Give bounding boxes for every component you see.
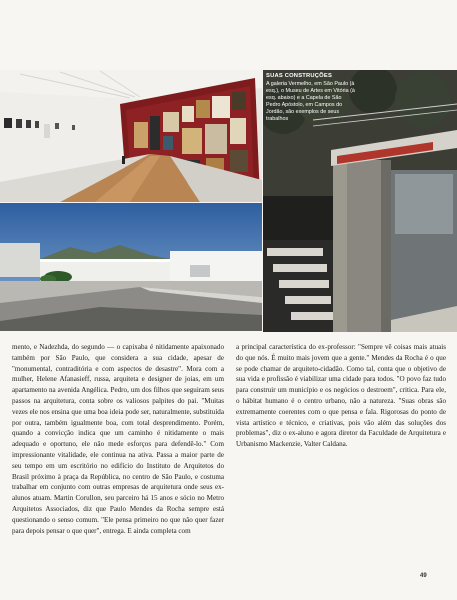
photo-caption [266, 73, 356, 123]
article-column-right [236, 342, 446, 450]
article-text-left: mento, e Nadezhda, do segundo — o capixaba é nitidamente apaixonado também por São Paulo, que considera a sua cidade, apesar de "monumental, contraditória e com aspectos de desastre". Mora com a mulher, Helene Afanasieff, russa, arquiteta e designer de joias, em um apartamento na avenida Angélica. Pedro, um dos filhos que seguiram seus passos na arquitetura, conta sobre os valiosos palpites do pai. "Muitas vezes ele nos ensina que uma boa ideia pode ser, naturalmente, substituída por outra, também igualmente boa, com total desprendimento. Porém, quando a convicção indica que um caminho é nitidamente o mais adequado e oportuno, ele não mede esforços para defendê-lo." Com impressionante vitalidade, ele continua na ativa. Passa a maior parte de seu tempo em um escritório no edifício do Instituto de Arquitetos do Brasil próximo à praça da República, no centro de São Paulo, e costuma trabalhar em conjunto com outras empresas de arquitetura onde seus ex-alunos atuam. Martin Corullon, seu parceiro há 15 anos e sócio no Metro Arquitetos Associados, diz que Paulo Mendes da Rocha sempre está questionando o senso comum. "Ele pensa primeiro no que não quer fazer para depois pensar o que quer", entrega. E ainda completa com [12, 343, 224, 535]
page-number: 49 [420, 573, 427, 579]
gallery-interior-illustration [0, 70, 262, 202]
caption-body: A galeria Vermelho, em São Paulo (à esq.), o Museu de Artes em Vitória (à esq. abaixo) e a Capela de São Pedro Apóstolo, em Campos do Jordão, são exemplos de seus trabalhos [266, 81, 355, 122]
museum-exterior-illustration [0, 203, 262, 331]
article-column-left [12, 342, 224, 536]
museum-exterior-photo [0, 203, 262, 331]
gallery-interior-photo [0, 70, 262, 202]
article-text-right: a principal característica do ex-professor: "Sempre vê coisas mais atuais do que nós. É muito mais jovem que a gente." Mendes da Rocha é o que se pode chamar de arquiteto-cidadão. Como tal, conta que o objetivo de sua vida e profissão é viabilizar uma cidade para todos. "O povo faz tudo para construir um município e os negócios o destroem", critica. Para ele, o hábitat humano é o centro urbano, não a natureza. "Suas obras são extremamente coerentes com o que pensa e fala. Rigorosas do ponto de vista artístico e técnico, e criativas, pois vão além das soluções dos problemas", diz o ex-aluno e agora diretor da Faculdade de Arquitetura e Urbanismo Mackenzie, Valter Caldana. [236, 343, 446, 449]
caption-title: SUAS CONSTRUÇÕES [266, 73, 333, 79]
